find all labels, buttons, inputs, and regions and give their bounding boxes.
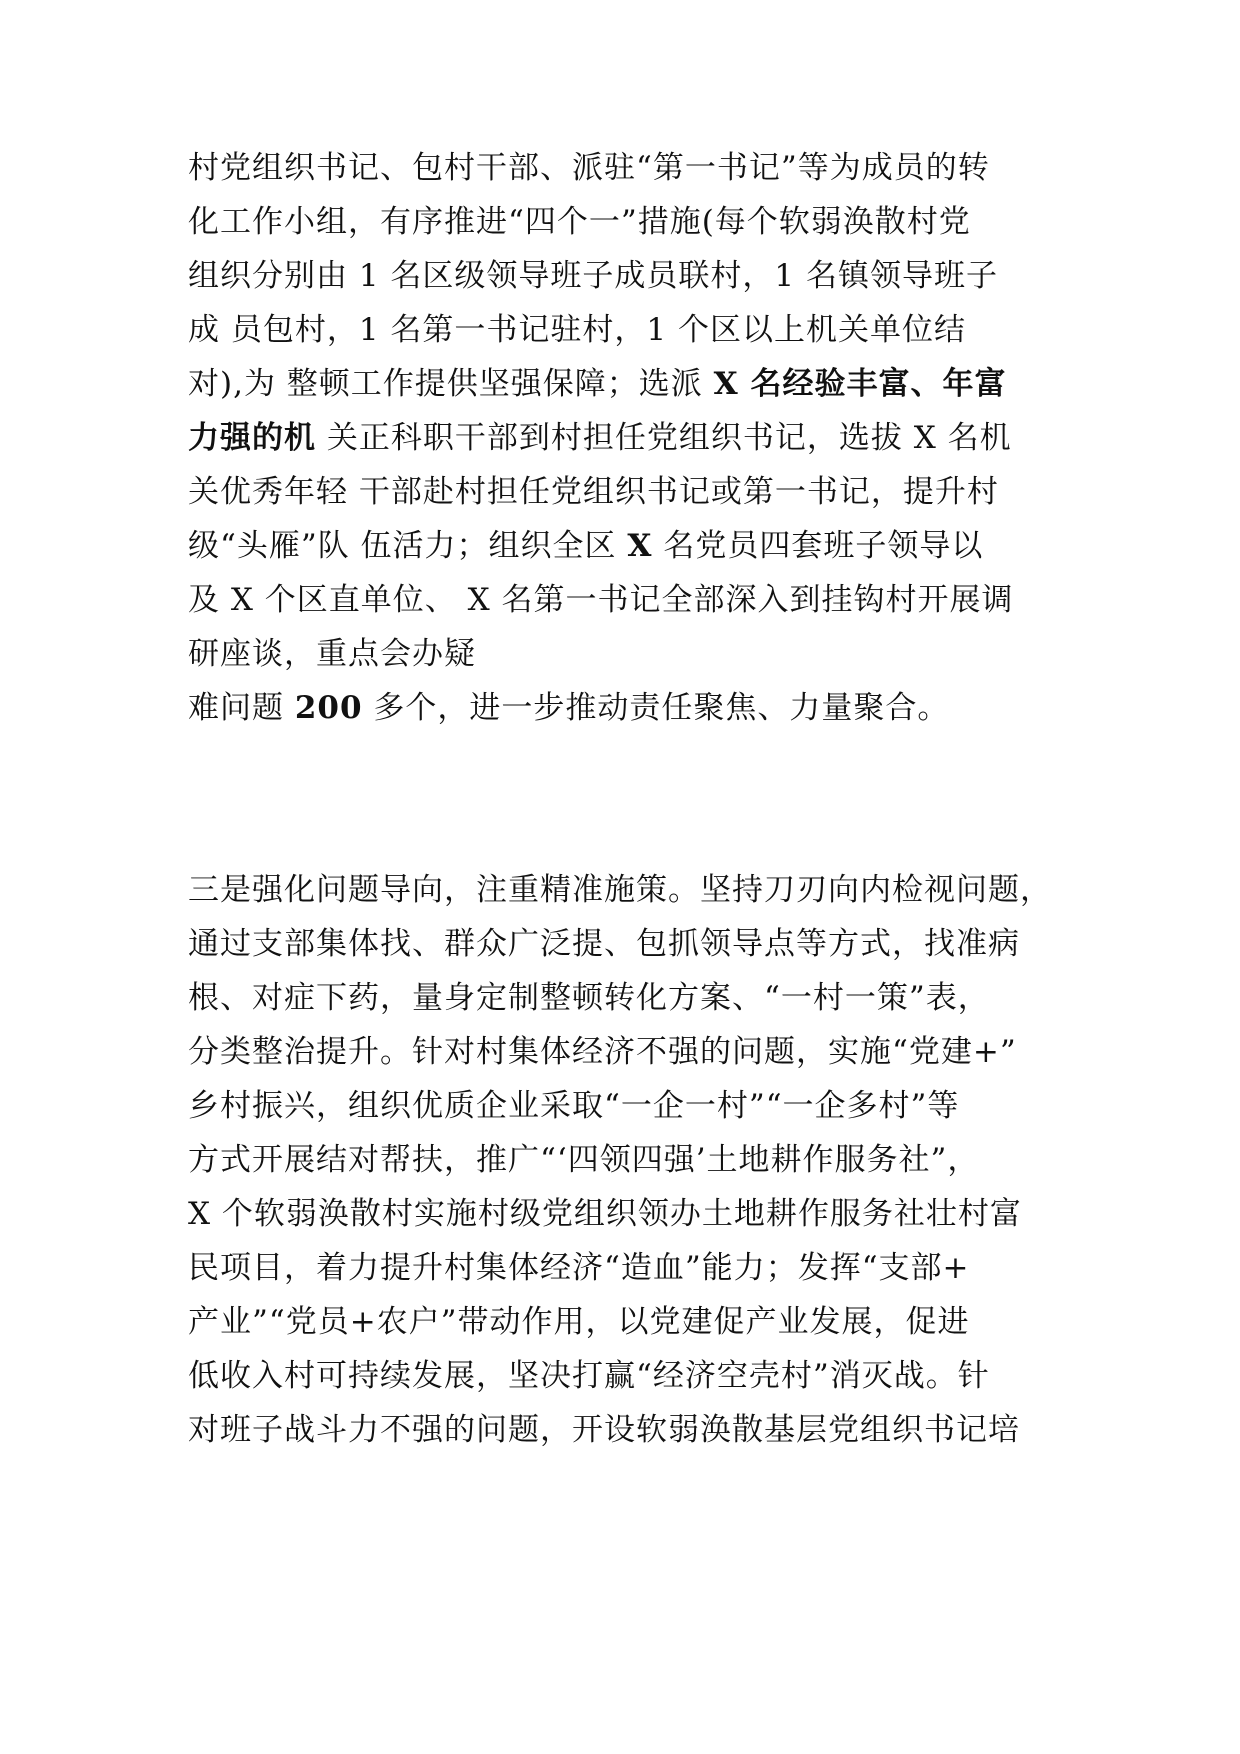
p1-line-11 <box>188 686 949 730</box>
p1-line-11-text-a: 难问题 <box>188 690 295 726</box>
p2-line-2: 通过支部集体找、群众广泛提、包抓领导点等方式，找准病 <box>188 926 1020 962</box>
p1-line-3: 组织分别由 1 名区级领导班子成员联村，1 名镇领导班子 <box>188 258 999 294</box>
p2-line-3: 根、对症下药，量身定制整顿转化方案、“一村一策”表， <box>188 980 990 1016</box>
p2-line-7: X 个软弱涣散村实施村级党组织领办土地耕作服务社壮村富 <box>188 1196 1022 1232</box>
p1-line-1: 村党组织书记、包村干部、派驻“第一书记”等为成员的转 <box>188 150 990 186</box>
p1-line-11-bold: 200 <box>294 690 363 726</box>
p1-line-2: 化工作小组，有序推进“四个一”措施(每个软弱涣散村党 <box>188 204 971 240</box>
p1-line-10: 研座谈，重点会办疑 <box>188 636 476 672</box>
p1-line-5 <box>188 362 1007 406</box>
p1-line-5-bold: X 名经验丰富、年富 <box>713 366 1007 402</box>
p2-line-5: 乡村振兴，组织优质企业采取“一企一村”“一企多村”等 <box>188 1088 960 1124</box>
p2-line-9: 产业”“党员+农户”带动作用，以党建促产业发展，促进 <box>188 1304 970 1340</box>
p1-line-8-text-b: 名党员四套班子领导以 <box>652 528 984 564</box>
p2-line-11: 对班子战斗力不强的问题，开设软弱涣散基层党组织书记培 <box>188 1412 1020 1448</box>
p2-line-10: 低收入村可持续发展，坚决打赢“经济空壳村”消灭战。针 <box>188 1358 990 1394</box>
p1-line-5-text: 对),为 整顿工作提供坚强保障；选派 <box>188 366 714 402</box>
p1-line-9: 及 X 个区直单位、 X 名第一书记全部深入到挂钩村开展调 <box>188 582 1014 618</box>
p1-line-8-bold: X <box>627 528 653 564</box>
p2-line-1: 三是强化问题导向，注重精准施策。坚持刀刃向内检视问题， <box>188 872 1052 908</box>
p1-line-7: 关优秀年轻 干部赴村担任党组织书记或第一书记，提升村 <box>188 474 999 510</box>
p1-line-6-bold: 力强的机 <box>188 420 316 456</box>
p1-line-8-text-a: 级“头雁”队 伍活力；组织全区 <box>188 528 628 564</box>
p1-line-6-text: 关正科职干部到村担任党组织书记，选拔 X 名机 <box>316 420 1012 456</box>
p1-line-11-text-b: 多个，进一步推动责任聚焦、力量聚合。 <box>362 690 950 726</box>
p2-line-6: 方式开展结对帮扶，推广“‘四领四强’土地耕作服务社”， <box>188 1142 980 1178</box>
p2-line-4: 分类整治提升。针对村集体经济不强的问题，实施“党建+” <box>188 1034 1017 1070</box>
p2-line-8: 民项目，着力提升村集体经济“造血”能力；发挥“支部+ <box>188 1250 970 1286</box>
p1-line-4: 成 员包村，1 名第一书记驻村，1 个区以上机关单位结 <box>188 312 967 348</box>
p1-line-6 <box>188 416 1012 460</box>
p1-line-8 <box>188 524 983 568</box>
